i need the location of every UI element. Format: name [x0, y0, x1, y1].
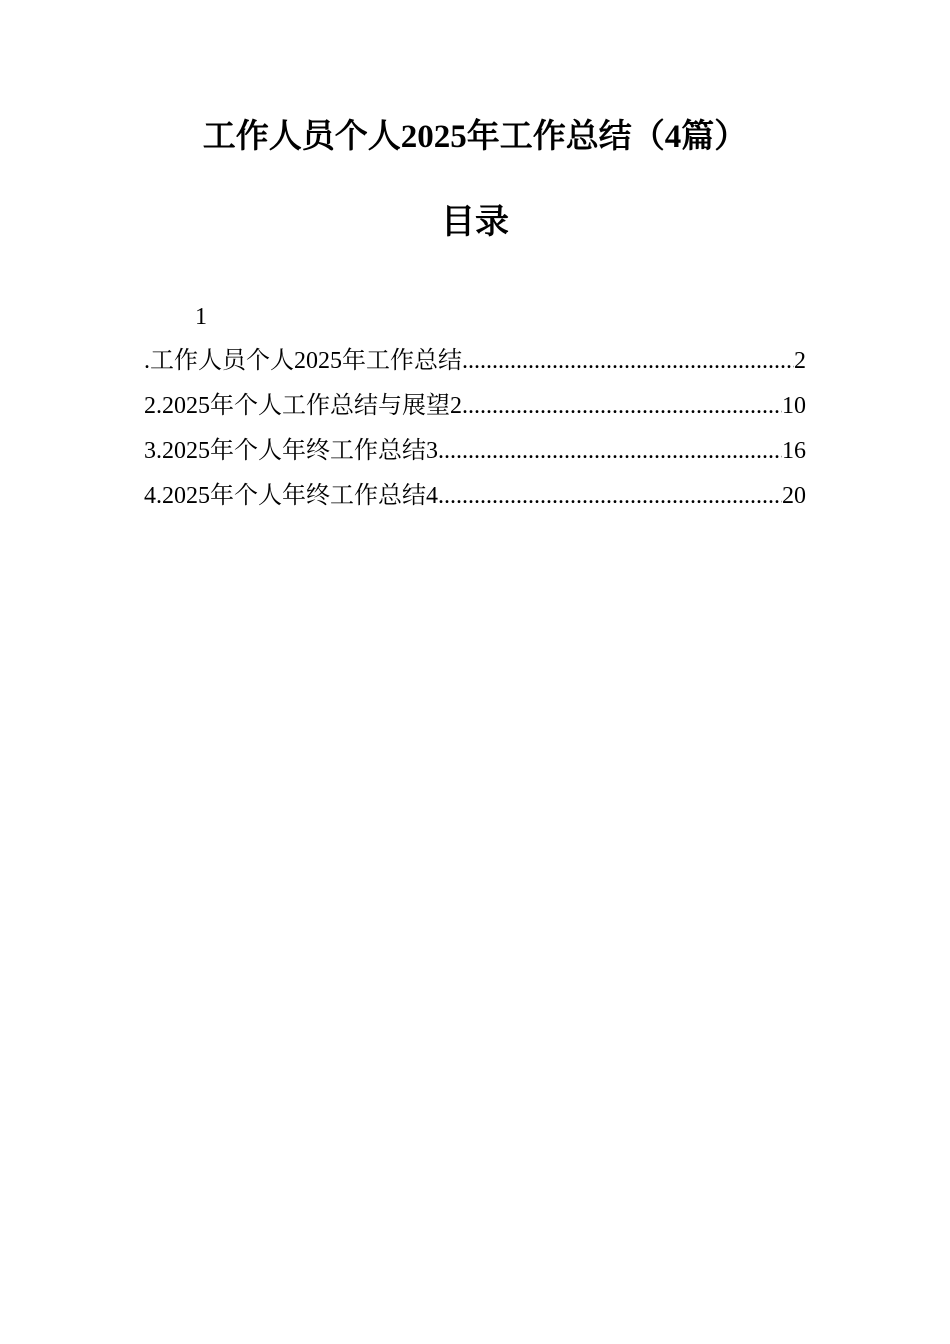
- toc-heading: 目录: [441, 204, 509, 241]
- toc-entry-label: 4.2025年个人年终工作总结4: [144, 483, 438, 509]
- toc-entry-page: 10: [782, 393, 806, 419]
- toc-entry-label: 2.2025年个人工作总结与展望2: [144, 393, 462, 419]
- table-of-contents: [144, 343, 806, 523]
- document-title: 工作人员个人2025年工作总结（4篇）: [202, 119, 748, 155]
- toc-leader-dots: [462, 343, 794, 379]
- toc-entry-label: 3.2025年个人年终工作总结3: [144, 438, 438, 464]
- toc-entry[interactable]: [144, 433, 806, 478]
- toc-entry-page: 20: [782, 483, 806, 509]
- toc-entry[interactable]: [144, 388, 806, 433]
- toc-entry-page: 16: [782, 438, 806, 464]
- toc-leader-dots: [462, 388, 782, 424]
- toc-entry[interactable]: [144, 478, 806, 523]
- toc-leader-dots: [438, 433, 782, 469]
- toc-entry-label: .工作人员个人2025年工作总结: [144, 348, 462, 374]
- toc-leader-dots: [438, 478, 782, 514]
- toc-entry[interactable]: [144, 343, 806, 388]
- toc-entry-page: 2: [794, 348, 806, 374]
- toc-number-line: 1: [195, 304, 207, 330]
